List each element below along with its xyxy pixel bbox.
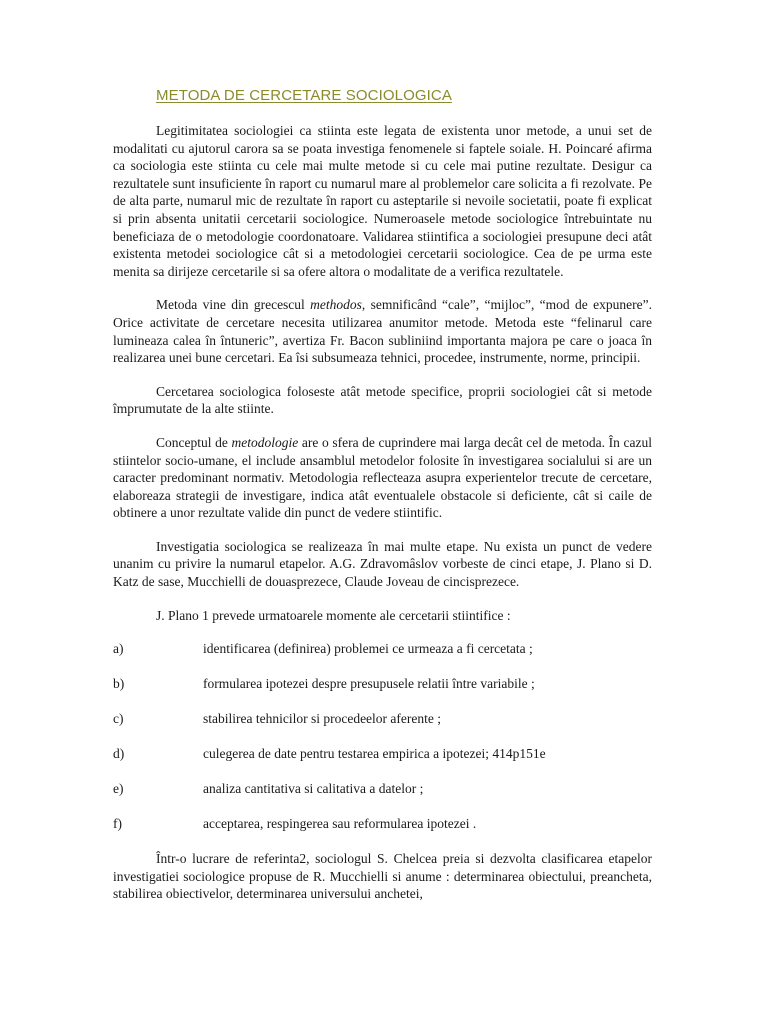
list-item-text: acceptarea, respingerea sau reformularea ipotezei . [203,816,477,832]
paragraph-text: , semnificând “cale”, “mijloc”, “mod de expunere”. Orice activitate de cercetare necesita utilizarea anumitor metode. Metoda este “felinarul care lumineaza calea în întuneric”, avertiza Fr. Bacon subliniind importanta majora pe care o joaca în realizarea unei bune cercetari. Ea îsi subsumeaza tehnici, procedee, instrumente, norme, principii. [113,297,652,366]
paragraph-text: Metoda vine din grecescul [156,297,311,313]
list-item [113,815,652,833]
paragraph-plano: J. Plano 1 prevede urmatoarele momente ale cercetarii stiintifice : [156,607,511,623]
list-marker: a) [113,641,124,657]
paragraph-text: are o sfera de cuprindere mai larga decât cel de metoda. În cazul stiintelor socio-umane, el include ansamblul metodelor folosite în investigarea socialului si are un caracter predominant normativ. Metodologia reflecteaza asupra experientelor trecute de cercetare, elaboreaza strategii de investigare, indica atât eventualele obstacole si deficiente, cât si caile de obtinere a unor rezultate valide din punct de vedere stiintific. [113,434,653,521]
list-item-text: identificarea (definirea) problemei ce urmeaza a fi cercetata ; [203,641,533,657]
paragraph-text: Conceptul de [156,434,232,450]
list-item-text: analiza cantitativa si calitativa a datelor ; [203,781,424,797]
document-title: METODA DE CERCETARE SOCIOLOGICA [156,87,452,104]
list-marker: c) [113,711,124,727]
emphasis-methodos: methodos [310,297,362,313]
list-marker: f) [113,816,122,832]
emphasis-metodologie: metodologie [231,434,299,450]
paragraph-cercetarea: Cercetarea sociologica foloseste atât metode specifice, proprii sociologiei cât si metode împrumutate de la alte stiinte. [113,383,652,417]
paragraph-legitimitatea: Legitimitatea sociologiei ca stiinta este legata de existenta unor metode, a unui set de modalitati cu ajutorul carora sa se poata investiga fenomenele si faptele soiale. H. Poincaré afirma ca sociologia este stiinta cu cele mai multe metode si cu cele mai putine rezultate. Desigur ca rezultatele sunt insuficiente în raport cu numarul mare al problemelor care solicita a fi rezolvate. Pe de alta parte, numarul mic de rezultate în raport cu asteptarile si nevoile societatii, poate fi explicat si prin absenta unitatii cercetarii sociologice. Numeroasele metode sociologice întrebuintate nu beneficiaza de o metodologie coordonatoare. Validarea stiintifica a sociologiei presupune deci atât existenta metodei sociologice cât si a metodologiei cercetarii sociologice. Cea de pe urma este menita sa dirijeze cercetarile si sa ofere altora o modalitate de a verifica rezultatele. [113,123,652,279]
paragraph-conceptul [113,434,652,522]
list-marker: b) [113,676,125,692]
paragraph-closing: Într-o lucrare de referinta2, sociologul S. Chelcea preia si dezvolta clasificarea etapelor investigatiei sociologice propuse de R. Mucchielli si anume : determinarea obiectului, preancheta, stabilirea obiectivelor, determinarea universului anchetei, [113,851,652,902]
list-item-text: culegerea de date pentru testarea empirica a ipotezei; 414p151e [203,746,546,762]
list-item-text: stabilirea tehnicilor si procedeelor aferente ; [203,711,442,727]
list-item-text: formularea ipotezei despre presupusele relatii între variabile ; [203,676,535,692]
list-item [113,710,652,728]
list-marker: d) [113,746,125,762]
paragraph-investigatia: Investigatia sociologica se realizeaza în mai multe etape. Nu exista un punct de vedere unanim cu privire la numarul etapelor. A.G. Zdravomâslov vorbeste de cinci etape, J. Plano si D. Katz de sase, Mucchielli de douasprezece, Claude Joveau de cincisprezece. [113,538,652,590]
list-item [113,675,652,693]
list-item [113,745,652,763]
list-item [113,780,652,798]
list-marker: e) [113,781,124,797]
stages-list [113,640,652,833]
list-item [113,640,652,658]
paragraph-metoda [113,296,652,366]
document-body [113,122,652,919]
